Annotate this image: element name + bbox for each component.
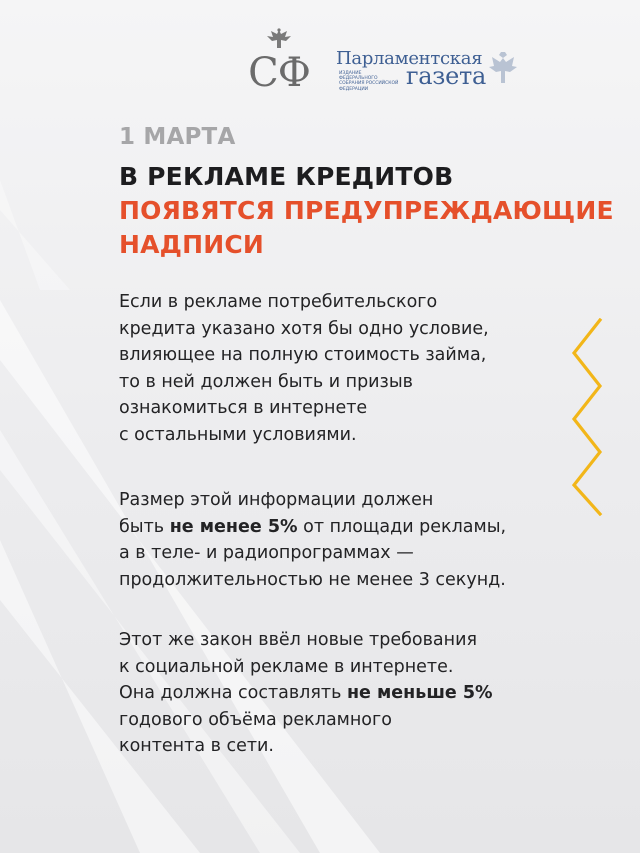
date-label: 1 МАРТА: [119, 124, 236, 150]
paragraph-2: [119, 487, 569, 593]
paragraph-line: к социальной рекламе в интернете.: [119, 656, 454, 677]
sovfed-logo: [244, 28, 314, 98]
text-segment: от площади рекламы,: [297, 516, 507, 537]
eagle-emblem-icon: [265, 28, 293, 50]
paragraph-line: годового объёма рекламного: [119, 709, 392, 730]
headline-line-1: В РЕКЛАМЕ КРЕДИТОВ: [119, 162, 454, 191]
pg-logo-name-top: Парламентская: [336, 48, 483, 69]
paragraph-line: Размер этой информации должен: [119, 490, 434, 510]
paragraph-1: [119, 289, 569, 449]
pg-logo-name-bottom: газета: [406, 62, 486, 90]
paragraph-line: то в ней должен быть и призыв: [119, 371, 413, 392]
paragraph-line: [119, 680, 569, 707]
paragraph-3: [119, 627, 569, 760]
paragraph-line: влияющее на полную стоимость займа,: [119, 345, 487, 366]
paragraph-line: ознакомиться в интернете: [119, 398, 368, 419]
sf-logo-letters: СФ: [248, 50, 310, 96]
pg-logo-small-text: ИЗДАНИЕ ФЕДЕРАЛЬНОГО СОБРАНИЯ РОССИЙСКОЙ ФЕДЕРАЦИИ: [339, 71, 399, 92]
paragraph-line: Если в рекламе потребительского: [119, 292, 438, 312]
parlamentskaya-gazeta-logo: [336, 48, 536, 98]
zigzag-decoration-icon: [570, 318, 606, 516]
paragraph-line: продолжительностью не менее 3 секунд.: [119, 569, 506, 590]
paragraph-line: с остальными условиями.: [119, 424, 357, 445]
headline-line-3: НАДПИСИ: [119, 230, 265, 259]
text-segment: быть: [119, 516, 170, 537]
paragraph-line: Этот же закон ввёл новые требования: [119, 630, 477, 650]
headline: [119, 160, 619, 262]
emphasis-percent: не меньше 5%: [346, 683, 493, 704]
paragraph-line: а в теле- и радиопрограммах —: [119, 543, 414, 564]
text-segment: Она должна составлять: [119, 683, 347, 704]
double-headed-eagle-icon: [488, 52, 518, 86]
paragraph-line: [119, 514, 569, 541]
paragraph-line: кредита указано хотя бы одно условие,: [119, 318, 489, 339]
paragraph-line: контента в сети.: [119, 736, 274, 757]
headline-line-2: ПОЯВЯТСЯ ПРЕДУПРЕЖДАЮЩИЕ: [119, 196, 614, 225]
emphasis-percent: не менее 5%: [169, 516, 298, 537]
